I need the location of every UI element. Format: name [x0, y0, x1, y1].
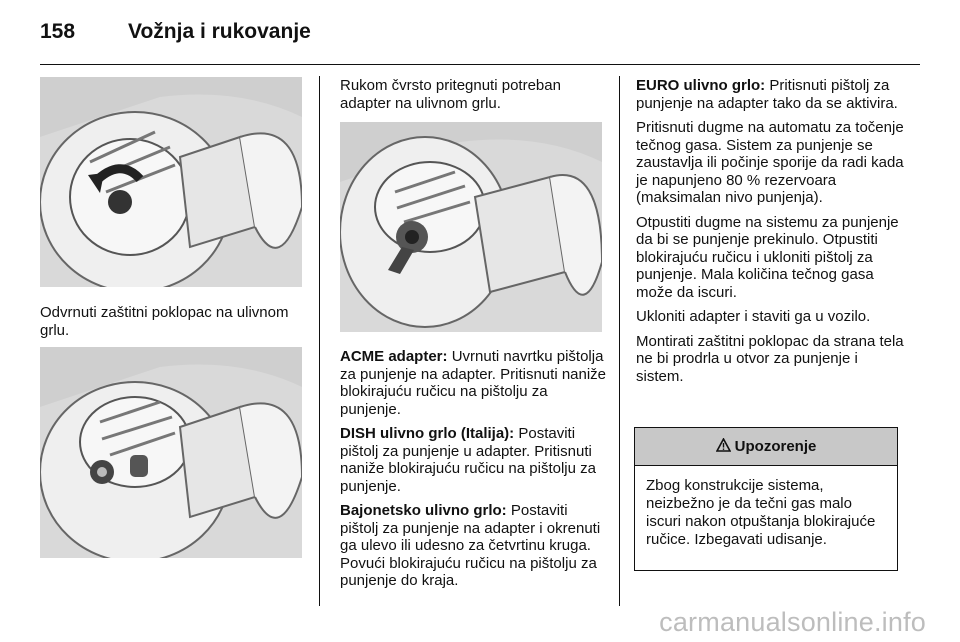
acme-paragraph — [340, 348, 610, 418]
acme-text: Uvrnuti navrtku pištolja za punjenje na adapter. Pritisnuti naniže blokirajuću ručicu na pištolju za punjenje. — [340, 348, 607, 418]
adapter-instructions — [340, 348, 610, 597]
figure-adapters — [40, 347, 302, 558]
warning-title: Upozorenje — [734, 438, 817, 455]
paragraph-press-button: Pritisnuti dugme na automatu za točenje tečnog gasa. Sistem za punjenje se zaustavlja ili počinje sporije da radi kada je napunjeno 80 % rezervoara (maksimalan nivo punjenja). — [636, 119, 904, 206]
warning-triangle-icon — [716, 438, 731, 456]
page-number: 158 — [40, 20, 76, 43]
dish-text: Postaviti pištolj za punjenje u adapter. Pritisnuti naniže blokirajuću ručicu na pištolju za punjenje. — [340, 425, 596, 495]
caption-unscrew-cap: Odvrnuti zaštitni poklopac na ulivnom grlu. — [40, 304, 289, 339]
watermark: carmanualsonline.info — [659, 607, 926, 637]
bayonet-text: Postaviti pištolj za punjenje na adapter i okrenuti ga ulevo ili udesno za četvrtinu kruga. Povući blokirajuću ručicu na pištolju za punjenje do kraja. — [340, 502, 601, 589]
dish-paragraph — [340, 425, 610, 495]
bayonet-paragraph — [340, 502, 610, 590]
euro-label: EURO ulivno grlo: — [636, 77, 766, 94]
paragraph-remove-adapter: Ukloniti adapter i staviti ga u vozilo. — [636, 308, 871, 325]
paragraph-release-button: Otpustiti dugme na sistemu za punjenje da bi se punjenje prekinulo. Otpustiti blokirajuću ručicu i ukloniti pištolj za punjenje. Mala količina tečnog gasa može da iscuri. — [636, 213, 899, 301]
page-header — [40, 18, 920, 65]
warning-text: Zbog konstrukcije sistema, neizbežno je da tečni gas malo iscuri nakon otpuštanja blokirajuće ručice. Izbegavati udisanje. — [646, 477, 876, 548]
figure-adapter-mounted — [340, 122, 602, 332]
warning-box — [634, 427, 898, 571]
chapter-title: Vožnja i rukovanje — [128, 20, 311, 43]
paragraph-mount-cap: Montirati zaštitni poklopac da strana tela ne bi prodrla u otvor za punjenje i sistem. — [636, 332, 904, 385]
euro-paragraph — [636, 77, 904, 112]
intro-paragraph: Rukom čvrsto pritegnuti potreban adapter na ulivnom grlu. — [340, 77, 561, 112]
column-divider-2 — [619, 76, 620, 606]
figure-unscrew-cap — [40, 77, 302, 287]
euro-text: Pritisnuti pištolj za punjenje na adapter tako da se aktivira. — [636, 77, 898, 112]
bayonet-label: Bajonetsko ulivno grlo: — [340, 502, 507, 519]
warning-header — [635, 428, 897, 466]
refuel-instructions — [636, 77, 904, 392]
acme-label: ACME adapter: — [340, 348, 448, 365]
column-divider-1 — [319, 76, 320, 606]
dish-label: DISH ulivno grlo (Italija): — [340, 425, 515, 442]
